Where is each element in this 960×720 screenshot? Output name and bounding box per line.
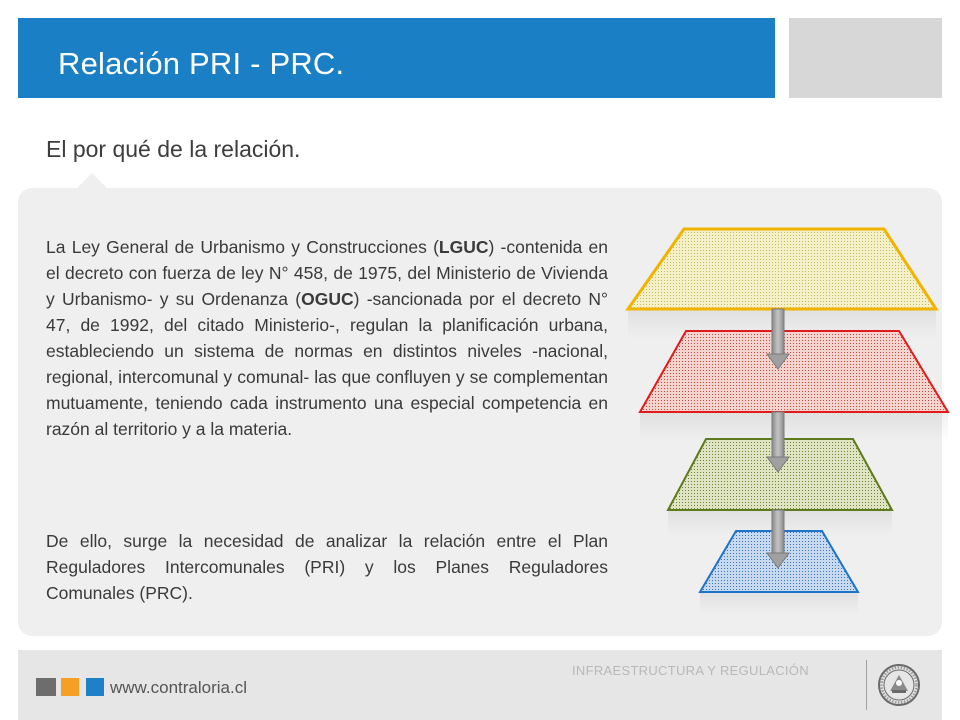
seal-emblem-icon: [877, 663, 921, 707]
plane-4-reflection: [700, 592, 858, 614]
p1-text-a: La Ley General de Urbanismo y Construcciones (: [46, 237, 439, 257]
acronym-oguc: OGUC: [301, 289, 354, 309]
acronym-lguc: LGUC: [438, 237, 489, 257]
paragraph-conclusion: De ello, surge la necesidad de analizar la relación entre el Plan Reguladores Intercomunales (PRI) y los Planes Reguladores Comunales (PRC).: [46, 531, 608, 603]
slide-title: Relación PRI - PRC.: [58, 46, 345, 81]
p1-text-c: ) -contenida en el decreto con fuerza de ley N° 458, de 1975, del Ministerio de Vivienda y Urbanismo- y su Ordenanza (: [46, 237, 608, 309]
plane-regional: [640, 331, 948, 412]
footer-square-gray: [36, 678, 56, 696]
plane-2-reflection: [640, 412, 948, 442]
footer-divider: [866, 660, 867, 710]
section-subtitle: El por qué de la relación.: [46, 136, 301, 162]
footer-section-label: INFRAESTRUCTURA Y REGULACIÓN: [572, 663, 809, 678]
plane-nacional: [628, 229, 936, 309]
footer-square-blue: [86, 678, 104, 696]
footer-url-link[interactable]: www.contraloria.cl: [110, 678, 247, 697]
footer-square-orange: [61, 678, 79, 696]
p1-text-e: ) -sancionada por el decreto N° 47, de 1992, del citado Ministerio-, regulan la planificación urbana, estableciendo un sistema de normas en distintos niveles -nacional, regional, intercomunal y comunal- las que confluyen y se complementan mutuamente, teniendo cada instrumento una especial competencia en razón al territorio y a la materia.: [46, 289, 608, 439]
